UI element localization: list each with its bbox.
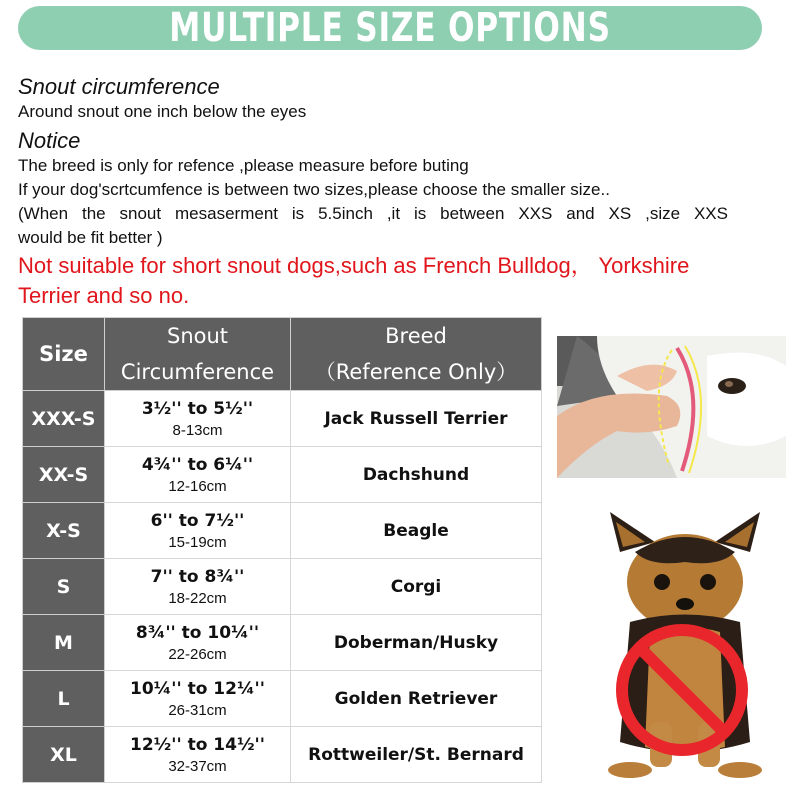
table-row (23, 727, 542, 783)
banner-title: MULTIPLE SIZE OPTIONS (169, 5, 611, 51)
snout-cell: 12½'' to 14½'' 32-37cm (105, 727, 291, 783)
table-row (23, 503, 542, 559)
size-cell: XXX-S (23, 391, 105, 447)
notice-heading: Notice (18, 128, 81, 153)
notice-line-1: The breed is only for refence ,please measure before buting (18, 156, 469, 175)
snout-heading: Snout circumference (18, 74, 220, 99)
notice-line-3: (When the snout mesaserment is 5.5inch ,it is between XXS and XS ,size XXS (18, 204, 728, 223)
table-row (23, 671, 542, 727)
yorkie-illustration (590, 512, 780, 780)
snout-cell: 3½'' to 5½'' 8-13cm (105, 391, 291, 447)
breed-cell: Dachshund (291, 447, 542, 503)
snout-column-header: Snout Circumference (105, 318, 291, 391)
breed-cell: Golden Retriever (291, 671, 542, 727)
snout-cell: 10¼'' to 12¼'' 26-31cm (105, 671, 291, 727)
snout-cell: 8¾'' to 10¼'' 22-26cm (105, 615, 291, 671)
notice-line-2: If your dog'scrtcumfence is between two sizes,please choose the smaller size.. (18, 180, 610, 199)
size-table (22, 317, 542, 783)
breed-cell: Doberman/Husky (291, 615, 542, 671)
size-cell: L (23, 671, 105, 727)
snout-cell: 6'' to 7½'' 15-19cm (105, 503, 291, 559)
warning-line-1: Not suitable for short snout dogs,such as French Bulldog， Yorkshire (18, 253, 690, 278)
table-header-row (23, 318, 542, 391)
warning-line-2: Terrier and so no. (18, 283, 190, 308)
measuring-illustration (557, 336, 786, 478)
size-cell: X-S (23, 503, 105, 559)
breed-cell: Beagle (291, 503, 542, 559)
breed-cell: Rottweiler/St. Bernard (291, 727, 542, 783)
notes-section (18, 74, 738, 310)
snout-cell: 4¾'' to 6¼'' 12-16cm (105, 447, 291, 503)
snout-measuring-photo (557, 336, 786, 478)
snout-cell: 7'' to 8¾'' 18-22cm (105, 559, 291, 615)
breed-cell: Corgi (291, 559, 542, 615)
size-cell: S (23, 559, 105, 615)
size-cell: XX-S (23, 447, 105, 503)
size-cell: M (23, 615, 105, 671)
table-row (23, 615, 542, 671)
size-column-header: Size (23, 318, 105, 391)
notice-line-4: would be fit better ) (18, 228, 163, 247)
yorkie-not-suitable-photo (590, 512, 780, 780)
snout-description: Around snout one inch below the eyes (18, 102, 307, 121)
size-cell: XL (23, 727, 105, 783)
breed-cell: Jack Russell Terrier (291, 391, 542, 447)
table-row (23, 391, 542, 447)
title-banner (18, 6, 762, 50)
table-row (23, 447, 542, 503)
table-row (23, 559, 542, 615)
breed-column-header: Breed （Reference Only） (291, 318, 542, 391)
